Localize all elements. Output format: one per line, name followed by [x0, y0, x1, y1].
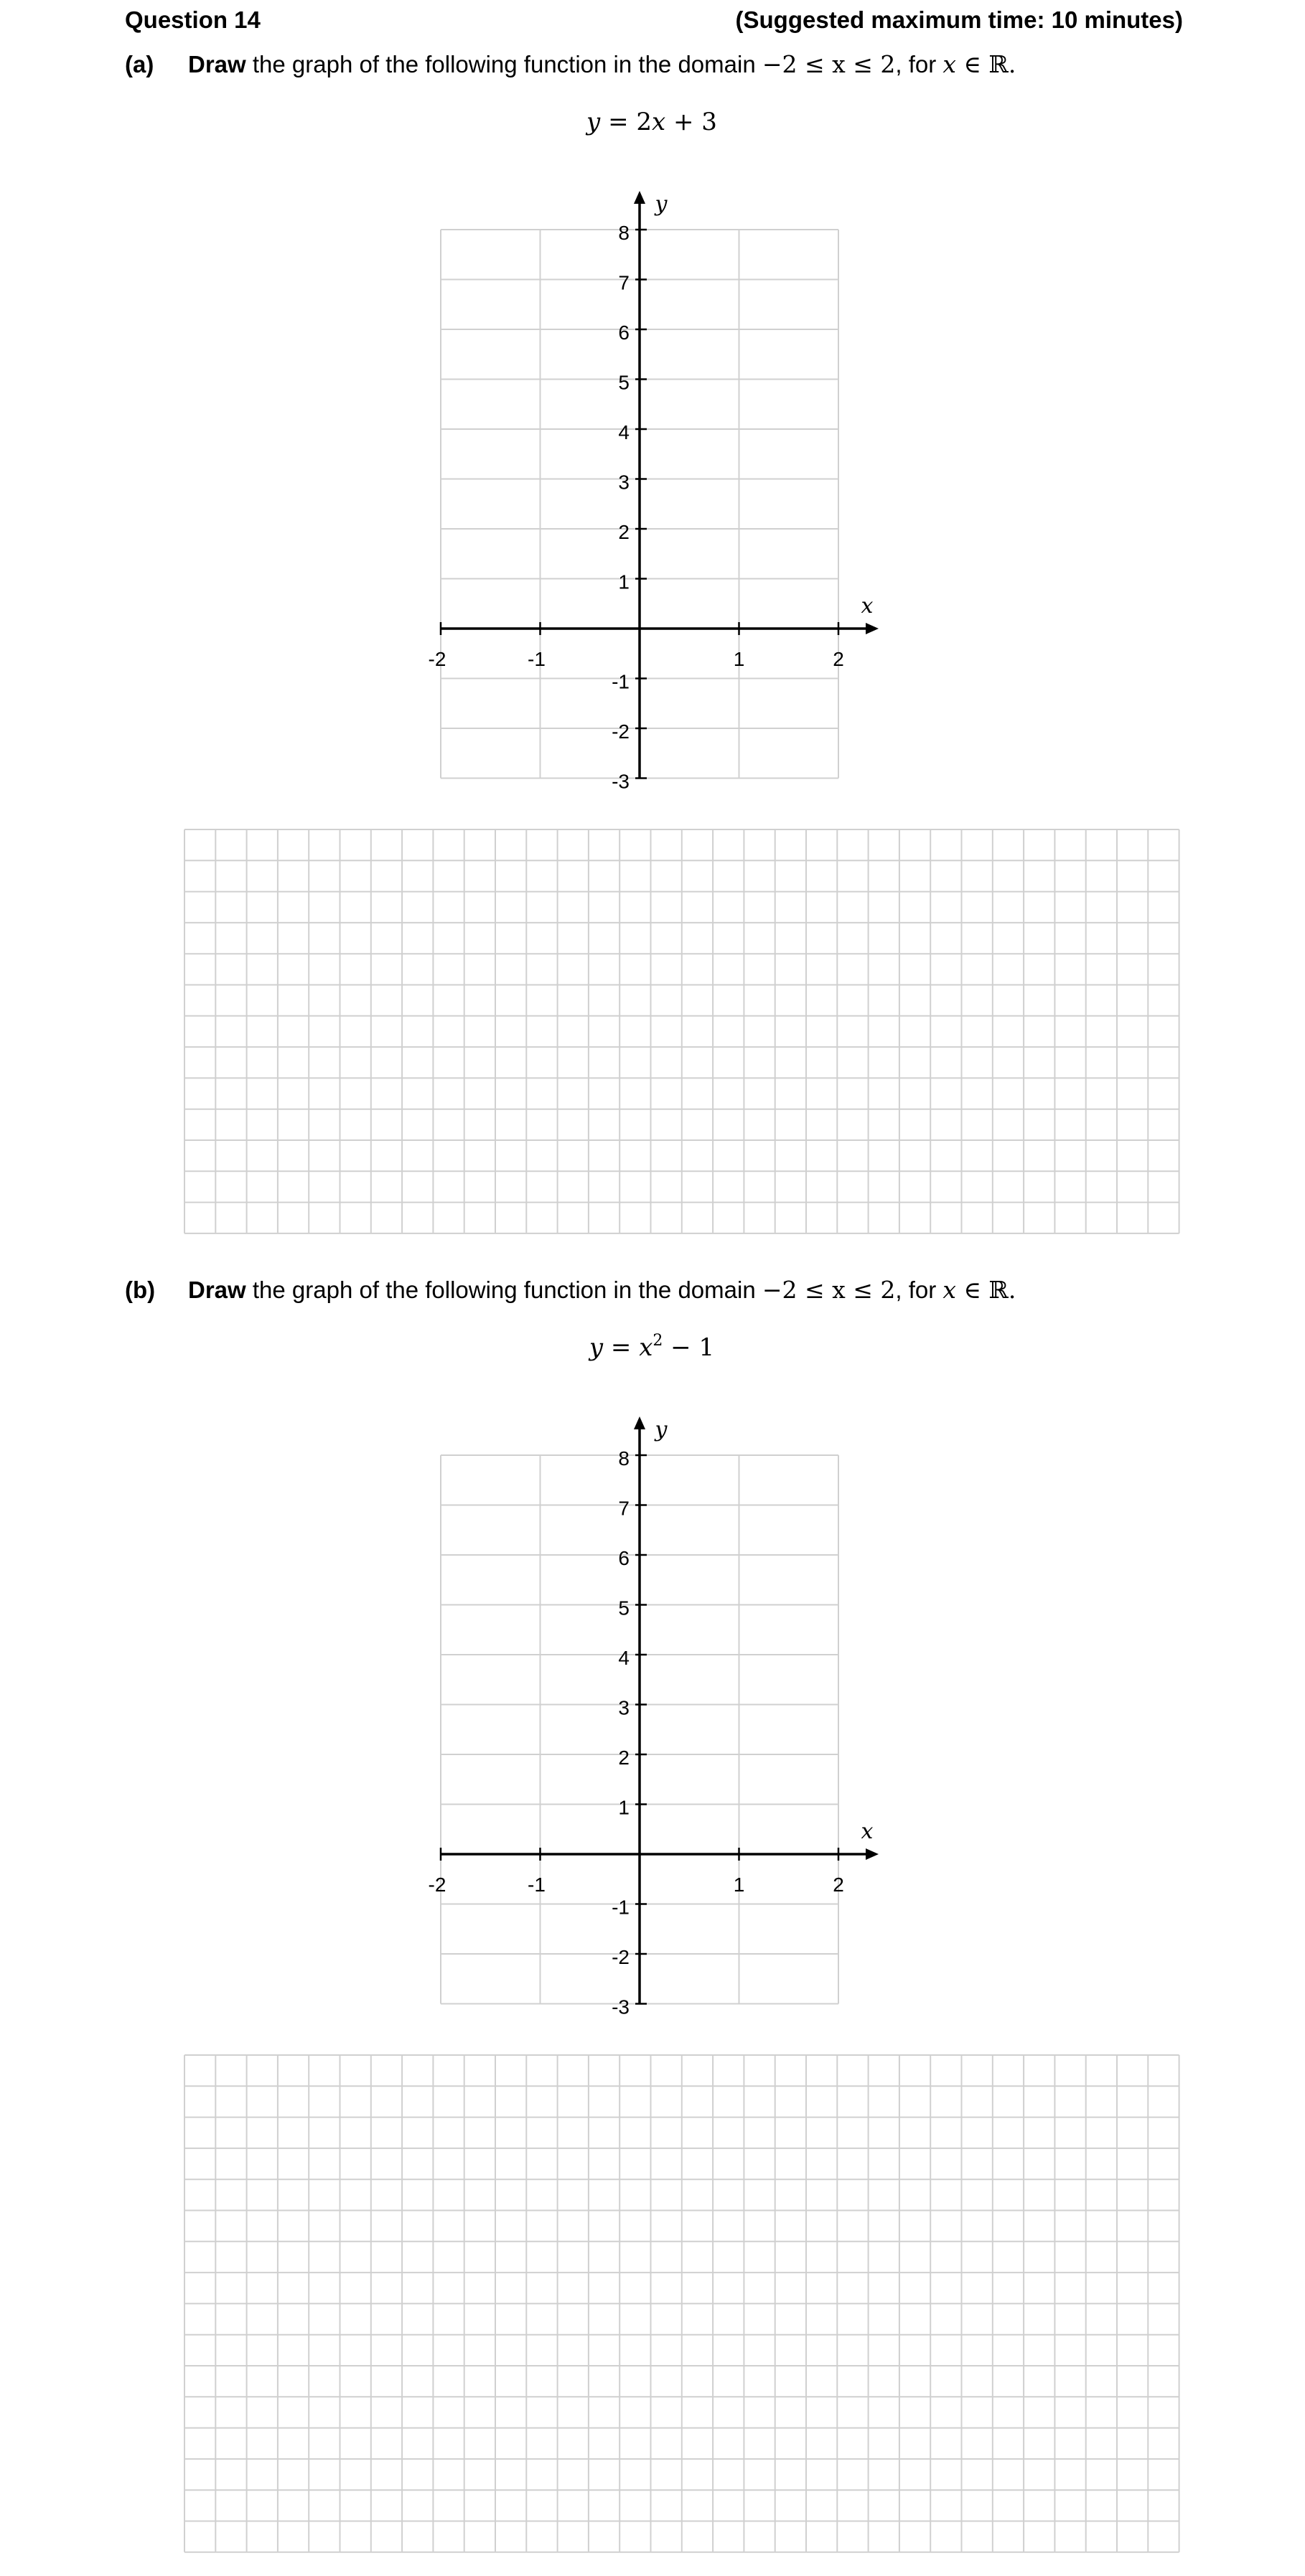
domain-expression: −2 ≤ x ≤ 2 [762, 50, 896, 78]
y-tick-label: 2 [618, 1747, 630, 1769]
y-tick-label: 1 [618, 1796, 630, 1819]
y-tick-label: -3 [612, 770, 630, 793]
y-tick-label: -2 [612, 720, 630, 743]
y-axis-label: y [655, 1417, 668, 1442]
axes [429, 191, 879, 793]
y-tick-label: -1 [612, 670, 630, 693]
x-axis-arrow-icon [866, 1848, 879, 1860]
y-axis-arrow-icon [634, 1416, 645, 1429]
real-set-symbol: ∈ ℝ. [963, 50, 1016, 78]
eq-lhs: y [589, 1333, 604, 1362]
y-tick-label: -3 [612, 1996, 630, 2018]
y-tick-label: -2 [612, 1946, 630, 1968]
eq-coefficient: 2 [636, 108, 652, 136]
eq-variable: x [652, 108, 666, 136]
instruction-verb: Draw [188, 1277, 246, 1303]
eq-equals: = [603, 1333, 640, 1362]
part-b-label: (b) [125, 1277, 156, 1303]
x-tick-label: -1 [528, 648, 546, 670]
set-variable: x [942, 1276, 957, 1304]
x-tick-label: -2 [428, 648, 446, 670]
part-b-instruction [188, 1276, 1016, 1305]
y-tick-label: 4 [618, 1647, 630, 1669]
y-axis-label: y [655, 192, 668, 217]
y-tick-label: 5 [618, 371, 630, 394]
x-tick-label: 1 [733, 1874, 745, 1896]
graph-a-axes [0, 172, 1305, 793]
eq-constant: + 3 [665, 108, 717, 136]
graph-b-axes [0, 1398, 1305, 2018]
domain-suffix: , for [895, 1277, 943, 1303]
y-tick-label: 6 [618, 321, 630, 344]
instruction-verb: Draw [188, 51, 246, 77]
x-tick-label: -1 [528, 1874, 546, 1896]
domain-suffix: , for [895, 51, 943, 77]
x-axis-label: x [861, 593, 874, 619]
y-tick-label: 1 [618, 570, 630, 593]
eq-constant: − 1 [663, 1333, 715, 1362]
question-title: Question 14 [125, 6, 261, 33]
part-a-instruction [188, 50, 1016, 79]
y-tick-label: 5 [618, 1597, 630, 1620]
x-tick-label: -2 [428, 1874, 446, 1896]
x-tick-label: 2 [833, 648, 844, 670]
set-variable: x [942, 50, 957, 78]
y-tick-label: 8 [618, 222, 630, 244]
part-a-equation [0, 108, 1305, 136]
eq-exponent: 2 [652, 1332, 663, 1350]
y-tick-label: 7 [618, 271, 630, 294]
instruction-text: the graph of the following function in the domain [245, 51, 762, 77]
eq-equals: = [600, 108, 637, 136]
real-set-symbol: ∈ ℝ. [963, 1276, 1016, 1304]
x-tick-label: 2 [833, 1874, 844, 1896]
eq-variable: x [639, 1333, 653, 1362]
eq-lhs: y [586, 108, 601, 136]
part-a-label: (a) [125, 51, 154, 77]
y-tick-label: -1 [612, 1896, 630, 1919]
answer-grid-a[interactable] [0, 818, 1305, 1249]
y-axis-arrow-icon [634, 191, 645, 204]
answer-grid-b[interactable] [0, 2044, 1305, 2560]
y-tick-label: 7 [618, 1497, 630, 1520]
axes [429, 1416, 879, 2018]
y-tick-label: 4 [618, 421, 630, 443]
y-tick-label: 8 [618, 1447, 630, 1470]
suggested-time: (Suggested maximum time: 10 minutes) [735, 6, 1183, 33]
y-tick-label: 6 [618, 1547, 630, 1569]
y-tick-label: 2 [618, 521, 630, 543]
part-b-equation [0, 1333, 1305, 1362]
instruction-text: the graph of the following function in the domain [245, 1277, 762, 1303]
domain-expression: −2 ≤ x ≤ 2 [762, 1276, 896, 1304]
y-tick-label: 3 [618, 1696, 630, 1719]
x-tick-label: 1 [733, 648, 745, 670]
x-axis-label: x [861, 1819, 874, 1844]
x-axis-arrow-icon [866, 623, 879, 634]
y-tick-label: 3 [618, 471, 630, 494]
